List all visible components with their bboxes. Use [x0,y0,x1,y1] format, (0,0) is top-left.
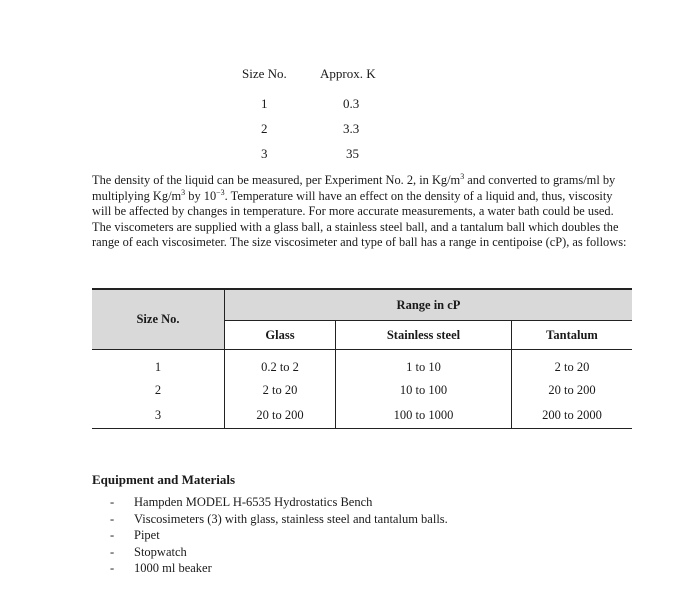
k-size-cell: 1 [261,96,268,111]
size-cell: 1 [92,350,225,379]
column-header-stainless-steel: Stainless steel [336,321,512,350]
list-item [110,511,448,528]
list-item [110,527,448,544]
paragraph-text: and converted to grams/ml by multiplying Kg/m [92,173,616,203]
k-value-cell: 3.3 [343,121,360,136]
list-bullet: - [110,511,115,526]
steel-cell: 1 to 10 [336,350,512,379]
approx-k-table [232,66,402,161]
k-table-row [232,121,402,146]
tantalum-cell: 20 to 200 [548,383,596,397]
list-item-text: Pipet [134,528,160,543]
column-header-glass: Glass [225,321,336,350]
k-value-cell: 35 [346,146,359,161]
viscosity-range-table [92,288,632,429]
k-size-cell: 2 [261,121,268,136]
list-bullet: - [110,528,115,543]
table-row [92,378,632,403]
paragraph-text: . Temperature will have an effect on the density of a liquid and, thus, viscosity will be affected by changes in temperature. For more accurate measurements, a water bath could be used. The viscometers are supplied with a glass ball, a stainless steel ball, and a tantalum ball which doubles the range of each viscosimeter. The size viscosimeter and type of ball has a range in centipoise (cP), as follows: [92,188,627,250]
paragraph-text: by 10 [185,188,217,203]
k-table-header [232,66,402,86]
k-value-cell: 0.3 [343,96,360,111]
steel-cell: 100 to 1000 [336,403,512,429]
list-item [110,494,448,511]
glass-cell: 2 to 20 [225,378,336,403]
list-bullet: - [110,495,115,509]
density-paragraph [92,173,632,251]
k-header-size: Size No. [242,66,287,81]
range-header: Range in cP [225,289,633,321]
superscript: −3 [216,187,225,197]
equipment-list [110,494,448,577]
column-header-tantalum: Tantalum [512,321,633,350]
steel-cell: 10 to 100 [336,378,512,403]
list-item-text: Viscosimeters (3) with glass, stainless steel and tantalum balls. [134,511,448,526]
superscript: 3 [181,187,186,197]
glass-cell: 20 to 200 [225,403,336,429]
tantalum-cell: 2 to 20 [554,359,590,374]
table-row [92,403,632,429]
list-item [110,544,448,561]
k-header-k: Approx. K [320,66,376,81]
k-table-row [232,146,402,171]
size-header: Size No. [92,289,225,350]
paragraph-text: The density of the liquid can be measured, per Experiment No. 2, in Kg/m [92,173,461,187]
list-item-text: 1000 ml beaker [134,561,212,576]
size-cell: 2 [92,378,225,403]
k-table-row [232,96,402,121]
list-item [110,560,448,577]
list-item-text: Stopwatch [134,544,187,559]
list-bullet: - [110,544,115,559]
equipment-heading: Equipment and Materials [92,472,236,487]
tantalum-cell: 200 to 2000 [512,403,633,429]
list-bullet: - [110,561,115,576]
k-size-cell: 3 [261,146,268,161]
size-cell: 3 [92,403,225,429]
list-item-text: Hampden MODEL H-6535 Hydrostatics Bench [134,495,373,509]
table-row [92,350,632,379]
superscript: 3 [460,171,465,181]
glass-cell: 0.2 to 2 [225,350,336,379]
